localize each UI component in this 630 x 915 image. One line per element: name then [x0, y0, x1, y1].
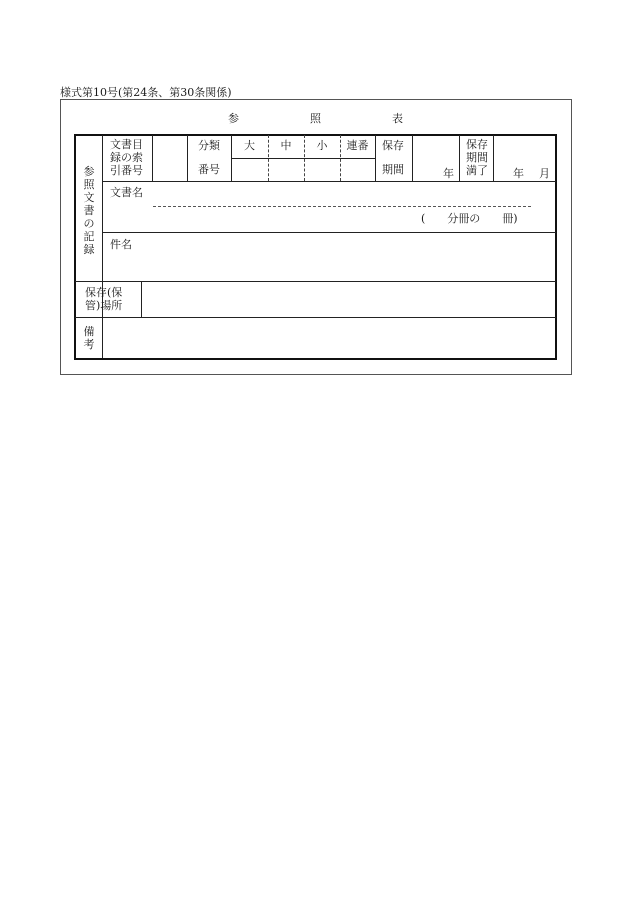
col-divider-1 — [152, 135, 153, 181]
classification-label-1: 分類 — [198, 139, 220, 152]
serial-label: 連番 — [346, 139, 369, 152]
record-label-char: 記 — [83, 230, 95, 243]
row-divider-storage — [75, 317, 556, 318]
document-name-label: 文書名 — [110, 186, 143, 199]
class-large-label: 大 — [244, 139, 255, 152]
index-no-label — [110, 138, 143, 177]
col-divider-2 — [187, 135, 188, 181]
index-no-line: 録の索 — [110, 151, 143, 164]
reference-record-label — [82, 165, 96, 256]
storage-place-label — [85, 286, 122, 312]
docname-dashed-line — [153, 206, 531, 207]
remarks-label-char: 備 — [83, 325, 95, 338]
expiry-line: 期間 — [466, 151, 488, 164]
row-divider-header — [102, 181, 556, 182]
record-label-char: 文 — [83, 191, 95, 204]
expiry-month-unit: 月 — [539, 167, 550, 180]
subject-label: 件名 — [110, 238, 132, 251]
remarks-label-divider — [102, 318, 103, 358]
storage-place-line: 保存(保 — [85, 286, 123, 299]
index-no-line: 文書目 — [110, 138, 143, 151]
index-no-line: 引番号 — [110, 164, 143, 177]
col-divider-4 — [375, 135, 376, 181]
storage-place-line: 管)場所 — [85, 299, 123, 312]
record-label-char: の — [83, 217, 95, 230]
record-label-char: 録 — [83, 243, 95, 256]
record-label-char: 参 — [83, 165, 95, 178]
retention-year-unit: 年 — [443, 167, 454, 180]
expiry-line: 保存 — [466, 138, 488, 151]
expiry-label — [466, 138, 488, 177]
record-label-char: 書 — [83, 204, 95, 217]
remarks-label — [82, 325, 96, 351]
col-divider-7 — [493, 135, 494, 181]
expiry-year-unit: 年 — [513, 167, 524, 180]
row-divider-subject — [75, 281, 556, 282]
title-char-3: 表 — [392, 112, 403, 125]
record-label-char: 照 — [83, 178, 95, 191]
col-divider-5 — [412, 135, 413, 181]
row-divider-docname — [102, 232, 556, 233]
storage-label-divider — [141, 282, 142, 317]
form-header: 様式第10号(第24条、第30条関係) — [60, 86, 232, 99]
class-medium-label: 中 — [280, 139, 292, 152]
classification-label-2: 番号 — [198, 163, 220, 176]
volume-note: ( 分冊の 冊) — [421, 212, 518, 225]
class-small-label: 小 — [316, 139, 328, 152]
class-subdivider — [231, 158, 375, 159]
title-char-2: 照 — [310, 112, 321, 125]
retention-period-label-1: 保存 — [382, 139, 404, 152]
col-divider-6 — [459, 135, 460, 181]
expiry-line: 満了 — [466, 164, 488, 177]
title-char-1: 参 — [228, 112, 239, 125]
remarks-label-char: 考 — [83, 338, 95, 351]
retention-period-label-2: 期間 — [382, 163, 404, 176]
